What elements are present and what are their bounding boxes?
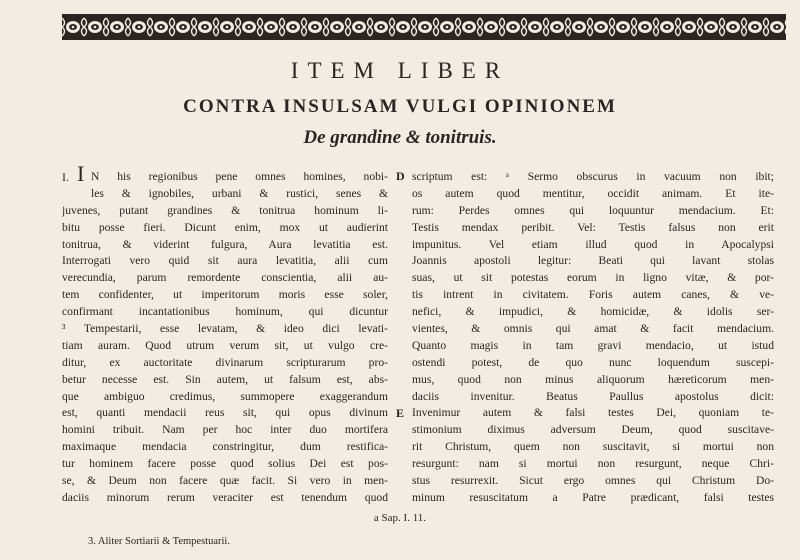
text-line: tem confidenter, ut imperitorum moris esse soler, xyxy=(62,288,388,302)
margin-marker-e: E xyxy=(396,406,405,420)
text-line: tur hominem facere posse quod solius Dei est pos- xyxy=(62,457,388,471)
text-line: Joannis apostoli legitur: Beati qui lavant stolas xyxy=(412,254,774,268)
text-line: les & ignobiles, urbani & rustici, senes & xyxy=(91,186,388,200)
text-line: scriptum est: ᵃ Sermo obscurus in vacuum non ibit; xyxy=(412,170,774,183)
text-line: Quanto magis in tam gravi mendacio, ut istud xyxy=(412,338,774,352)
footnote-reference: a Sap. I. 11. xyxy=(373,512,427,524)
text-line: confirmant incantationibus hominum, qui dicuntur xyxy=(62,305,388,319)
text-line: daciis minorum rerum veraciter est tenendum quod xyxy=(62,490,388,504)
page-subtitle: CONTRA INSULSAM VULGI OPINIONEM xyxy=(183,96,617,117)
text-line: que ambiguo credimus, summopere exaggerandum xyxy=(62,389,388,403)
text-line: verecundia, parum remordente conscientia, alii au- xyxy=(62,271,388,285)
text-line: maximaque mendacia constringitur, dum restifica- xyxy=(62,440,388,454)
header-ornament xyxy=(62,14,786,40)
text-line: impunitus. Vel etiam illud quod in Apocalypsi xyxy=(412,237,774,251)
text-line: juvenes, putant grandines & tonitrua hominum li- xyxy=(62,203,388,217)
right-column xyxy=(412,169,774,507)
text-line: ditur, ex auctoritate divinarum scripturarum pro- xyxy=(62,355,388,369)
text-line: Invenimur autem & falsi testes Dei, quoniam te- xyxy=(412,406,774,420)
text-line: vientes, & omnis qui amat & facit mendacium. xyxy=(412,322,774,336)
text-line: ³ Tempestarii, esse levatam, & ideo dici levati- xyxy=(62,322,388,336)
section-title: De grandine & tonitruis. xyxy=(303,127,497,148)
text-line: betur necesse est. Sin autem, ut falsum est, abs- xyxy=(62,372,388,386)
text-line: Testis mendax peribit. Vel: Testis falsus non erit xyxy=(412,220,774,234)
text-line: minum resuscitatum a Patre prædicant, falsi testes xyxy=(412,490,774,504)
text-line: nefici, & impudici, & homicidæ, & idolis ser- xyxy=(412,305,774,319)
margin-marker-d: D xyxy=(396,169,405,183)
text-line: mus, quod non minus aliquorum hæreticorum men- xyxy=(412,372,774,386)
text-line: Interrogati vero quid sit aura levatitia, alii cum xyxy=(62,254,388,268)
footnote: 3. Aliter Sortiarii & Tempestuarii. xyxy=(88,536,230,547)
text-line: est, quanti mendacii reus sit, qui opus divinum xyxy=(62,406,388,420)
text-line: suas, ut sit potestas eorum in ligno vitæ, & por- xyxy=(412,271,774,285)
page-title: ITEM LIBER xyxy=(290,58,510,83)
paragraph-number: I. xyxy=(62,170,69,184)
text-line: tonitrua, & viderint fulgura, Aura levatitia est. xyxy=(62,237,388,251)
text-line: stus resurrexit. Sicut ergo omnes qui Christum Do- xyxy=(412,474,774,488)
text-line: rit Christum, quem non suscitavit, si mortui non xyxy=(412,440,774,454)
text-line: os autem quod mentitur, occidit animam. Et ite- xyxy=(412,186,774,200)
left-column xyxy=(62,161,388,507)
text-line: daciis invenitur. Beatus Paullus apostolus dicit: xyxy=(412,389,774,403)
text-line: rum: Perdes omnes qui loquuntur mendacium. Et: xyxy=(412,203,774,217)
text-line: se, & Deum non facere quæ facit. Si vero in men- xyxy=(62,474,388,488)
text-line: bitu posse fieri. Dicunt enim, mox ut audierint xyxy=(62,220,388,234)
drop-cap: I xyxy=(77,161,85,186)
text-line: resurgunt: nam si mortui non resurgunt, neque Chri- xyxy=(412,457,774,471)
text-line: tiam auram. Quod utrum verum sit, ut vulgo cre- xyxy=(62,338,388,352)
text-line: homini tribuit. Nam per hoc inter duo mortifera xyxy=(62,423,388,437)
text-line: stimonium diximus adversum Deum, quod suscitave- xyxy=(412,423,774,437)
text-line: ostendi potest, de quo nunc loquendum suscepi- xyxy=(412,355,774,369)
text-line: N his regionibus pene omnes homines, nobi- xyxy=(91,170,388,183)
text-line: tis intrent in civitatem. Foris autem canes, & ve- xyxy=(412,288,774,302)
